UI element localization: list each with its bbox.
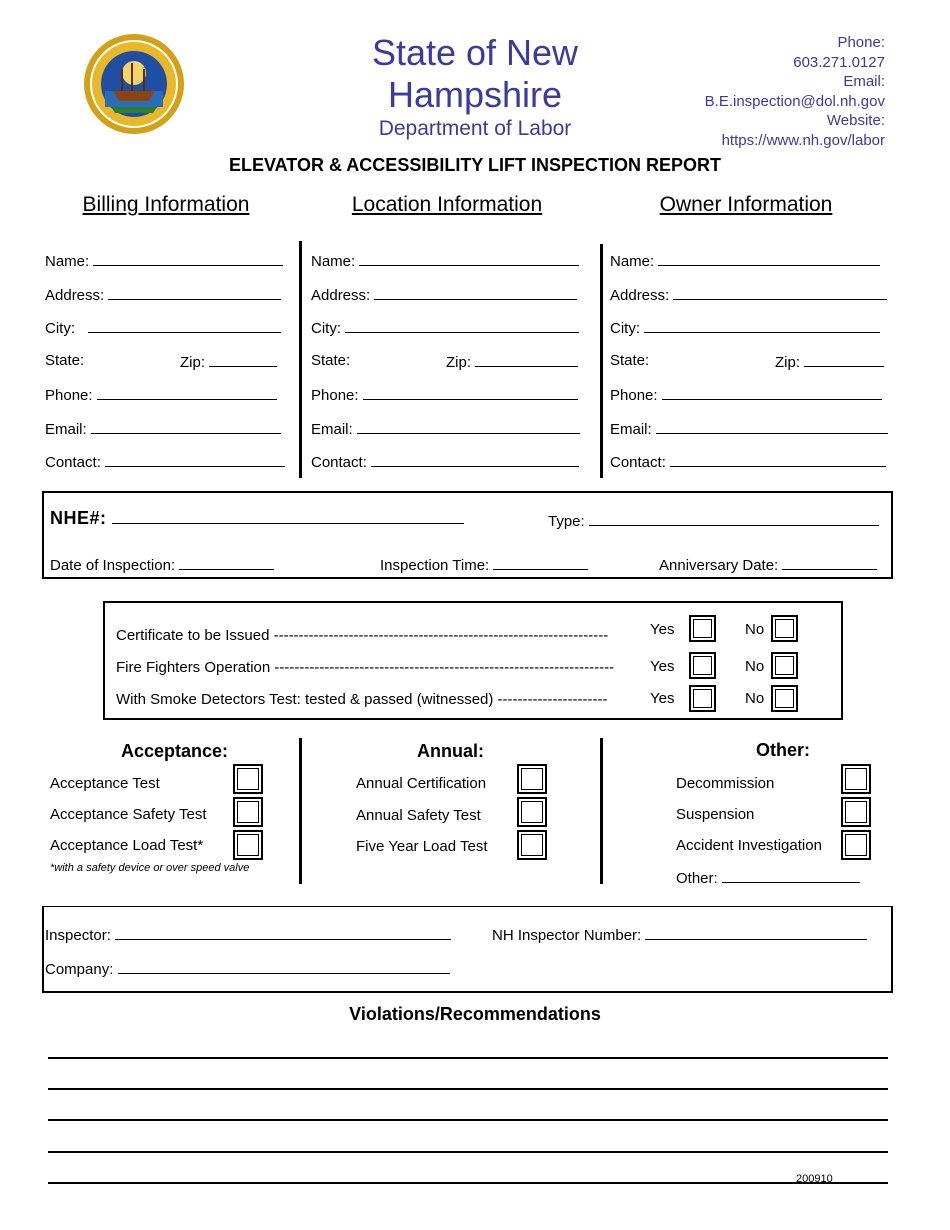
violations-line[interactable] <box>48 1151 888 1153</box>
suspension-checkbox[interactable] <box>841 797 871 827</box>
smoke-detectors-no-checkbox[interactable] <box>771 685 798 712</box>
fire-fighters-row-label: Fire Fighters Operation -------------------------------------------------------------------- <box>116 659 615 676</box>
nhe-field[interactable]: NHE#: <box>50 508 464 529</box>
billing-state-field[interactable]: State: <box>45 352 85 369</box>
location-name-field[interactable]: Name: <box>311 251 579 271</box>
acceptance-note: *with a safety device or over speed valve <box>50 862 250 874</box>
location-heading: Location Information <box>351 193 543 216</box>
annual-safety-test-checkbox[interactable] <box>517 797 547 827</box>
annual-safety-test-label: Annual Safety Test <box>356 807 481 824</box>
smoke-detectors-row-label: With Smoke Detectors Test: tested & passed (witnessed) ---------------------- <box>116 691 608 708</box>
accident-investigation-checkbox[interactable] <box>841 830 871 860</box>
type-field[interactable]: Type: <box>548 511 879 531</box>
website-value[interactable]: https://www.nh.gov/labor <box>721 131 885 149</box>
suspension-label: Suspension <box>676 806 755 823</box>
location-city-field[interactable]: City: <box>311 318 579 338</box>
website-label: Website: <box>826 112 885 129</box>
anniversary-date-field[interactable]: Anniversary Date: <box>659 555 877 575</box>
certificate-no-checkbox[interactable] <box>771 615 798 642</box>
five-year-load-test-checkbox[interactable] <box>517 830 547 860</box>
smoke-detectors-yes-checkbox[interactable] <box>689 685 716 712</box>
owner-zip-field[interactable]: Zip: <box>775 352 884 372</box>
acceptance-test-label: Acceptance Test <box>50 775 160 792</box>
billing-address-field[interactable]: Address: <box>45 285 281 305</box>
violations-line[interactable] <box>48 1119 888 1121</box>
violations-line[interactable] <box>48 1182 888 1184</box>
certificate-row-label: Certificate to be Issued ------------------------------------------------------------------- <box>116 627 609 644</box>
acceptance-test-checkbox[interactable] <box>233 764 263 794</box>
billing-heading: Billing Information <box>82 193 250 216</box>
location-zip-field[interactable]: Zip: <box>446 352 578 372</box>
owner-state-field[interactable]: State: <box>610 352 650 369</box>
fire-fighters-no-checkbox[interactable] <box>771 652 798 679</box>
date-of-inspection-field[interactable]: Date of Inspection: <box>50 555 274 575</box>
acceptance-load-test-checkbox[interactable] <box>233 830 263 860</box>
location-contact-field[interactable]: Contact: <box>311 452 579 472</box>
company-field[interactable]: Company: <box>45 959 450 979</box>
owner-address-field[interactable]: Address: <box>610 285 887 305</box>
phone-label: Phone: <box>837 34 885 51</box>
acceptance-safety-test-label: Acceptance Safety Test <box>50 806 207 823</box>
billing-contact-field[interactable]: Contact: <box>45 452 285 472</box>
yes-label: Yes <box>650 621 675 638</box>
inspection-time-field[interactable]: Inspection Time: <box>380 555 588 575</box>
column-divider <box>600 244 603 478</box>
report-title: ELEVATOR & ACCESSIBILITY LIFT INSPECTION REPORT <box>228 155 722 175</box>
column-divider <box>299 738 302 884</box>
owner-phone-field[interactable]: Phone: <box>610 385 882 405</box>
owner-email-field[interactable]: Email: <box>610 419 888 439</box>
agency-block <box>280 32 670 142</box>
no-label: No <box>745 658 765 675</box>
location-address-field[interactable]: Address: <box>311 285 577 305</box>
billing-name-field[interactable]: Name: <box>45 251 283 271</box>
no-label: No <box>745 621 765 638</box>
owner-name-field[interactable]: Name: <box>610 251 880 271</box>
acceptance-heading: Acceptance: <box>121 741 229 761</box>
billing-email-field[interactable]: Email: <box>45 419 281 439</box>
violations-line[interactable] <box>48 1057 888 1059</box>
yes-label: Yes <box>650 658 675 675</box>
inspector-section <box>42 906 893 993</box>
column-divider <box>600 738 603 884</box>
accident-investigation-label: Accident Investigation <box>676 837 822 854</box>
state-name: State of New Hampshire <box>371 32 579 115</box>
other-field[interactable]: Other: <box>676 868 860 888</box>
billing-phone-field[interactable]: Phone: <box>45 385 277 405</box>
owner-contact-field[interactable]: Contact: <box>610 452 886 472</box>
email-label: Email: <box>843 73 885 90</box>
violations-heading: Violations/Recommendations <box>349 1004 601 1024</box>
state-seal-icon <box>83 33 185 135</box>
decommission-label: Decommission <box>676 775 775 792</box>
certificate-yes-checkbox[interactable] <box>689 615 716 642</box>
location-phone-field[interactable]: Phone: <box>311 385 578 405</box>
form-number: 200910 <box>796 1173 833 1185</box>
annual-heading: Annual: <box>417 741 484 761</box>
billing-city-field[interactable]: City: <box>45 318 281 338</box>
annual-certification-checkbox[interactable] <box>517 764 547 794</box>
email-value[interactable]: B.E.inspection@dol.nh.gov <box>704 92 885 110</box>
location-email-field[interactable]: Email: <box>311 419 580 439</box>
nh-inspector-number-field[interactable]: NH Inspector Number: <box>492 925 867 945</box>
acceptance-safety-test-checkbox[interactable] <box>233 797 263 827</box>
inspector-field[interactable]: Inspector: <box>45 925 451 945</box>
contact-block <box>705 33 885 150</box>
violations-line[interactable] <box>48 1088 888 1090</box>
annual-certification-label: Annual Certification <box>356 775 487 792</box>
owner-city-field[interactable]: City: <box>610 318 880 338</box>
column-divider <box>299 241 302 478</box>
fire-fighters-yes-checkbox[interactable] <box>689 652 716 679</box>
five-year-load-test-label: Five Year Load Test <box>356 838 488 855</box>
yes-label: Yes <box>650 690 675 707</box>
location-state-field[interactable]: State: <box>311 352 351 369</box>
phone-value: 603.271.0127 <box>793 53 885 71</box>
acceptance-load-test-label: Acceptance Load Test* <box>50 837 204 854</box>
owner-heading: Owner Information <box>659 193 833 216</box>
no-label: No <box>745 690 765 707</box>
other-heading: Other: <box>756 740 810 760</box>
decommission-checkbox[interactable] <box>841 764 871 794</box>
department-name: Department of Labor <box>378 117 572 140</box>
billing-zip-field[interactable]: Zip: <box>180 352 277 372</box>
